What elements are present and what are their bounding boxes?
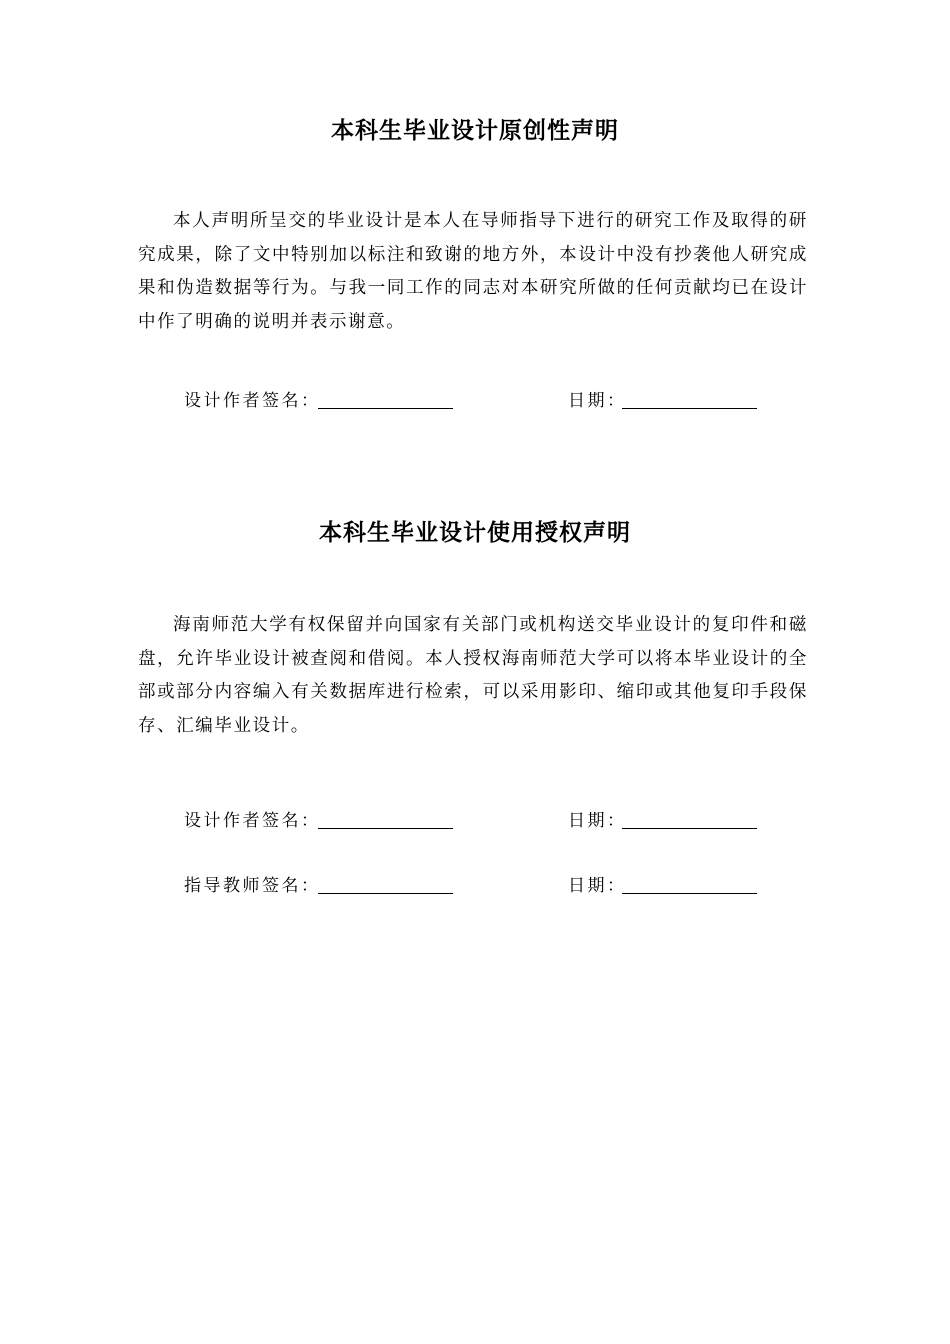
author-signature-label: 设计作者签名： xyxy=(184,391,321,411)
date-line xyxy=(622,828,757,829)
originality-paragraph: 本人声明所呈交的毕业设计是本人在导师指导下进行的研究工作及取得的研究成果，除了文中特别加以标注和致谢的地方外，本设计中没有抄袭他人研究成果和伪造数据等行为。与我一同工作的同志对本研究所做的任何贡献均已在设计中作了明确的说明并表示谢意。 xyxy=(138,211,808,332)
advisor-signature-line xyxy=(318,893,453,894)
author-signature-line xyxy=(318,408,453,409)
date-label: 日期： xyxy=(568,876,627,896)
author-signature-label: 设计作者签名： xyxy=(184,811,321,831)
author-signature-line xyxy=(318,828,453,829)
authorization-author-signature-row xyxy=(0,806,950,836)
authorization-paragraph: 海南师范大学有权保留并向国家有关部门或机构送交毕业设计的复印件和磁盘，允许毕业设计被查阅和借阅。本人授权海南师范大学可以将本毕业设计的全部或部分内容编入有关数据库进行检索，可以采用影印、缩印或其他复印手段保存、汇编毕业设计。 xyxy=(138,615,808,736)
date-label: 日期： xyxy=(568,811,627,831)
advisor-signature-label: 指导教师签名： xyxy=(184,876,321,896)
date-line xyxy=(622,408,757,409)
originality-title: 本科生毕业设计原创性声明 xyxy=(331,118,619,144)
authorization-title: 本科生毕业设计使用授权声明 xyxy=(319,520,631,546)
date-line xyxy=(622,893,757,894)
originality-signature-row xyxy=(0,386,950,416)
date-label: 日期： xyxy=(568,391,627,411)
authorization-advisor-signature-row xyxy=(0,871,950,901)
